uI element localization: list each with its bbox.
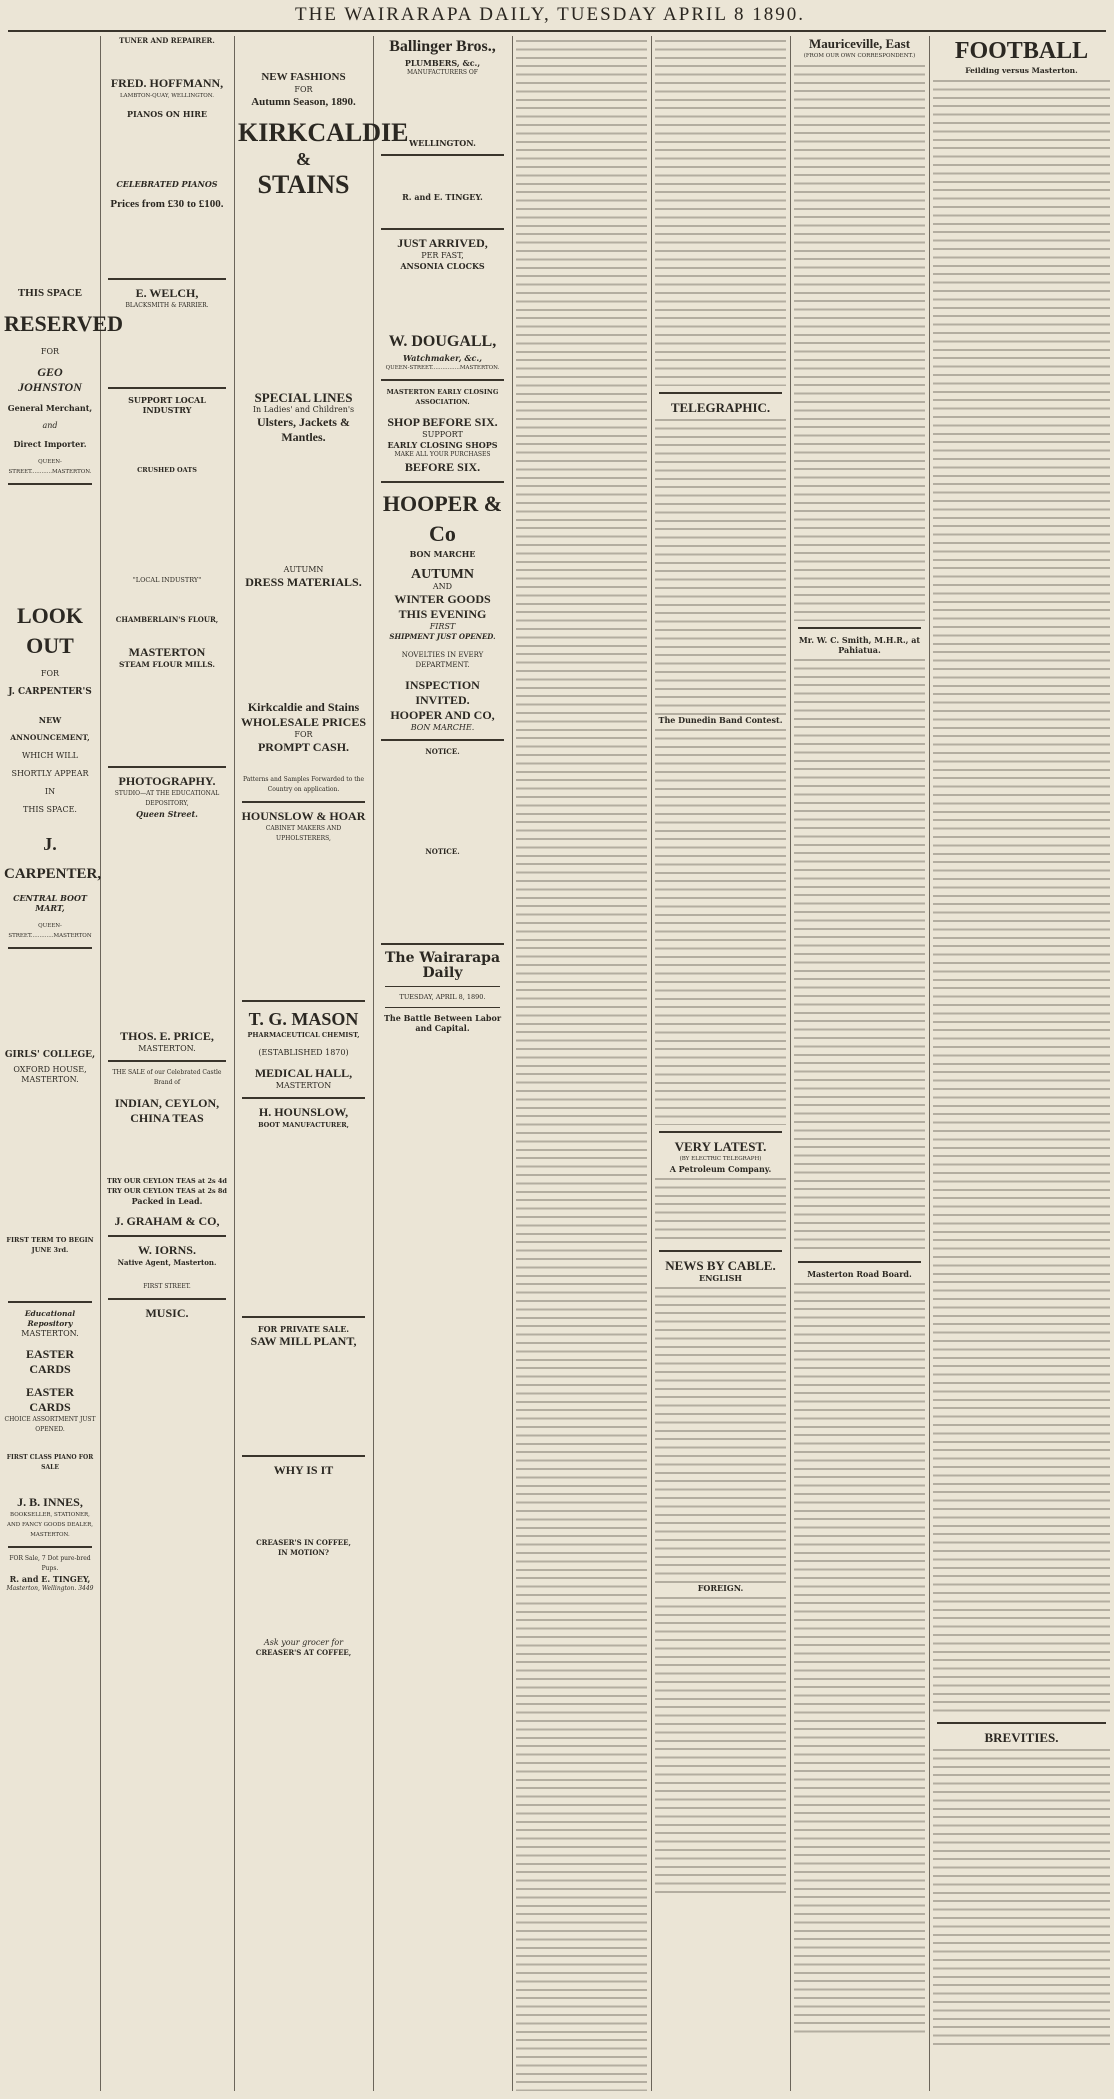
column-rule <box>512 36 513 2091</box>
johnston-name: GEO JOHNSTON <box>18 365 82 394</box>
johnston-address: QUEEN-STREET............MASTERTON. <box>8 459 92 475</box>
crushed-oats: CRUSHED OATS <box>137 466 197 474</box>
wholesale-prices: WHOLESALE PRICES <box>240 715 367 729</box>
ansonia-clocks: ANSONIA CLOCKS <box>400 261 485 271</box>
welch-trade: BLACKSMITH & FARRIER. <box>125 302 209 309</box>
pianos-on-hire: PIANOS ON HIRE <box>127 109 207 119</box>
early-closing-shops: EARLY CLOSING SHOPS <box>387 440 498 450</box>
column-1 <box>4 36 124 2091</box>
music-heading: MUSIC. <box>145 1306 189 1320</box>
support-heading: SUPPORT LOCAL INDUSTRY <box>128 395 206 415</box>
price-name: THOS. E. PRICE, <box>120 1029 214 1043</box>
h-hounslow: H. HOUNSLOW, <box>258 1105 349 1119</box>
iorns-address: FIRST STREET. <box>143 1283 191 1290</box>
paper-date: TUESDAY, APRIL 8, 1890. <box>399 993 486 1001</box>
medical-town: MASTERTON <box>275 1081 332 1090</box>
tingey-name: R. and E. TINGEY, <box>9 1574 91 1584</box>
local-industry-label: "LOCAL INDUSTRY" <box>132 576 202 584</box>
college-house: OXFORD HOUSE, <box>13 1065 87 1074</box>
this-space-label: THIS SPACE. <box>23 805 77 814</box>
masthead-rule <box>8 30 1106 32</box>
easter-cards-1: EASTER CARDS <box>25 1347 75 1376</box>
ballinger-town: WELLINGTON. <box>409 138 476 148</box>
graham-name: J. GRAHAM & CO, <box>114 1214 220 1228</box>
iorns-name: W. IORNS. <box>138 1243 196 1257</box>
importer-label: Direct Importer. <box>13 439 87 449</box>
in-motion: IN MOTION? <box>277 1548 330 1557</box>
innes-trade: BOOKSELLER, STATIONER, AND FANCY GOODS DEALER, MASTERTON. <box>7 1512 93 1538</box>
welch-name: E. WELCH, <box>135 286 199 300</box>
depository-heading: Educational Repository <box>24 1309 76 1328</box>
plumbers-label: PLUMBERS, &c., <box>404 58 481 68</box>
column-5 <box>516 36 647 2091</box>
petroleum-heading: A Petroleum Company. <box>669 1164 772 1174</box>
tuner-heading: TUNER AND REPAIRER. <box>119 36 215 45</box>
this-space-heading: THIS SPACE <box>17 287 83 299</box>
inspection-invited: INSPECTION INVITED. <box>405 678 480 707</box>
teas-sale: THE SALE of our Celebrated Castle Brand of <box>112 1069 222 1086</box>
j-initial: J. <box>43 834 57 854</box>
closing-association: MASTERTON EARLY CLOSING ASSOCIATION. <box>386 388 499 406</box>
chemist-label: PHARMACEUTICAL CHEMIST, <box>247 1031 360 1039</box>
ballinger-heading: Ballinger Bros., <box>389 38 496 55</box>
road-board-heading: Masterton Road Board. <box>807 1269 912 1279</box>
kirkcaldie-heading: KIRKCALDIE <box>238 118 409 147</box>
ladies-label: In Ladies' and Children's <box>252 405 355 414</box>
patterns-note: Patterns and Samples Forwarded to the Country on application. <box>242 776 365 793</box>
new-label: NEW <box>38 715 62 725</box>
foreign-heading: FOREIGN. <box>697 1583 744 1593</box>
why-is-it: WHY IS IT <box>273 1463 334 1477</box>
established-label: (ESTABLISHED 1870) <box>258 1048 349 1057</box>
dress-materials: DRESS MATERIALS. <box>245 575 362 589</box>
watchmaker: Watchmaker, &c., <box>402 353 482 363</box>
article-text-block <box>655 1283 786 1583</box>
masterton-label: MASTERTON <box>128 645 206 659</box>
first-label: FIRST <box>429 622 456 631</box>
hoffmann-address: LAMBTON-QUAY, WELLINGTON. <box>119 93 215 99</box>
studio-label: STUDIO—AT THE EDUCATIONAL DEPOSITORY, <box>114 790 220 807</box>
college-town: MASTERTON. <box>21 1075 79 1084</box>
try-ceylon-1: TRY OUR CEYLON TEAS at 2s 4d <box>107 1177 227 1185</box>
creasers-coffee-2: CREASER'S AT COFFEE, <box>255 1648 352 1657</box>
autumn-heading: AUTUMN <box>411 567 474 582</box>
china-teas: CHINA TEAS <box>130 1111 204 1125</box>
in-label: IN <box>44 787 56 796</box>
for-label: FOR <box>40 347 60 356</box>
article-text-block <box>516 36 647 2091</box>
ampersand: & <box>296 149 311 169</box>
this-evening: THIS EVENING <box>398 607 487 621</box>
tingey-address: Masterton, Wellington. 3449 <box>6 1585 94 1592</box>
shipment-opened: SHIPMENT JUST OPENED. <box>389 632 496 641</box>
prompt-cash: PROMPT CASH. <box>257 740 350 754</box>
chamberlain-flour: CHAMBERLAIN'S FLOUR, <box>115 615 219 624</box>
college-heading: GIRLS' COLLEGE, <box>4 1050 96 1060</box>
try-ceylon-2: TRY OUR CEYLON TEAS at 2s 8d <box>107 1187 227 1195</box>
article-text-block <box>794 655 925 1255</box>
brevities-heading: BREVITIES. <box>984 1730 1059 1745</box>
column-rule <box>234 36 235 2091</box>
shortly-appear-label: SHORTLY APPEAR <box>11 769 89 778</box>
private-sale: FOR PRIVATE SALE. <box>257 1324 350 1334</box>
hounslow-hoar: HOUNSLOW & HOAR <box>241 809 366 823</box>
article-text-block <box>933 76 1110 1716</box>
easter-cards-2: EASTER CARDS <box>25 1385 75 1414</box>
article-text-block <box>655 415 786 715</box>
hooper-and-co: HOOPER AND CO, <box>390 708 495 722</box>
column-rule <box>790 36 791 2091</box>
and-label: and <box>42 421 58 430</box>
support-label: SUPPORT <box>422 430 463 439</box>
fashions-for: FOR <box>294 85 313 94</box>
hooper-heading: HOOPER & Co <box>382 491 503 546</box>
column-2 <box>104 36 230 2091</box>
boot-mart-address: QUEEN-STREET.............MASTERTON <box>8 923 92 939</box>
manufacturers-label: MANUFACTURERS OF <box>407 69 478 76</box>
saw-mill: SAW MILL PLANT, <box>250 1334 357 1348</box>
first-term: FIRST TERM TO BEGIN JUNE 3rd. <box>6 1236 94 1254</box>
winter-goods: WINTER GOODS <box>394 592 491 606</box>
football-heading: FOOTBALL <box>954 38 1089 64</box>
column-8 <box>933 36 1110 2091</box>
dunedin-heading: The Dunedin Band Contest. <box>658 715 783 725</box>
autumn-season: Autumn Season, 1890. <box>251 96 356 108</box>
column-rule <box>373 36 374 2091</box>
article-text-block <box>794 61 925 621</box>
column-6 <box>655 36 786 2091</box>
just-arrived: JUST ARRIVED, <box>397 236 488 250</box>
article-text-block <box>655 1593 786 1893</box>
medical-hall: MEDICAL HALL, <box>254 1066 353 1080</box>
before-six: BEFORE SIX. <box>404 460 481 474</box>
reserved-heading: RESERVED <box>4 311 124 336</box>
carpenters-label: J. CARPENTER'S <box>8 687 92 697</box>
bon-marche: BON MARCHE <box>409 549 476 559</box>
ask-grocer: Ask your grocer for <box>263 1638 344 1647</box>
column-rule <box>651 36 652 2091</box>
article-text-block <box>933 1745 1110 2045</box>
choice-assortment: CHOICE ASSORTMENT JUST OPENED. <box>4 1416 96 1433</box>
paper-name: The Wairarapa Daily <box>384 950 501 981</box>
price-town: MASTERTON. <box>138 1044 196 1053</box>
ulsters-label: Ulsters, Jackets & Mantles. <box>257 415 350 444</box>
merchant-label: General Merchant, <box>7 403 93 413</box>
column-3 <box>238 36 409 2091</box>
article-text-block <box>655 725 786 1125</box>
look-out-heading: LOOK OUT <box>16 603 83 658</box>
bon-marche-2: BON MARCHE. <box>410 723 475 732</box>
carpenter-name: CARPENTER, <box>4 866 102 882</box>
tingey-ad: R. and E. TINGEY. <box>402 192 483 202</box>
battle-heading: The Battle Between Labor and Capital. <box>383 1013 502 1033</box>
english-heading: ENGLISH <box>699 1273 742 1283</box>
kirkcaldie-stains: Kirkcaldie and Stains <box>247 700 360 714</box>
boot-mart: CENTRAL BOOT MART, <box>13 893 87 913</box>
cabinet-makers: CABINET MAKERS AND UPHOLSTERERS, <box>265 825 342 842</box>
column-7 <box>794 36 925 2091</box>
iorns-agent: Native Agent, Masterton. <box>117 1258 217 1267</box>
queen-street: Queen Street. <box>136 809 198 819</box>
article-text-block <box>655 1174 786 1244</box>
indian-ceylon: INDIAN, CEYLON, <box>114 1096 220 1110</box>
news-by-cable: NEWS BY CABLE. <box>665 1258 776 1273</box>
make-purchases: MAKE ALL YOUR PURCHASES <box>394 451 491 458</box>
photography-heading: PHOTOGRAPHY. <box>118 774 216 788</box>
hoffmann-name: FRED. HOFFMANN, <box>110 76 224 90</box>
column-rule <box>100 36 101 2091</box>
novelties-label: NOVELTIES IN EVERY DEPARTMENT. <box>401 651 484 669</box>
correspondent-label: (FROM OUR OWN CORRESPONDENT.) <box>803 53 916 59</box>
article-text-block <box>655 36 786 386</box>
notice-2: NOTICE. <box>425 847 460 856</box>
piano-sale: FIRST CLASS PIANO FOR SALE <box>6 1454 94 1471</box>
autumn-label: AUTUMN <box>283 565 324 574</box>
flour-mills: STEAM FLOUR MILLS. <box>118 660 216 669</box>
new-fashions: NEW FASHIONS <box>261 71 346 83</box>
telegraphic-heading: TELEGRAPHIC. <box>670 400 771 415</box>
and-label: AND <box>432 582 453 591</box>
per-fast: PER FAST, <box>421 251 464 260</box>
notice-1: NOTICE. <box>425 747 460 756</box>
innes-name: J. B. INNES, <box>17 1495 83 1509</box>
special-lines: SPECIAL LINES <box>254 390 353 405</box>
wholesale-for: FOR <box>294 730 313 739</box>
dougall-address: QUEEN-STREET................MASTERTON. <box>385 365 500 371</box>
mason-name: T. G. MASON <box>248 1009 359 1029</box>
shop-before-six: SHOP BEFORE SIX. <box>387 415 498 429</box>
mauriceville-heading: Mauriceville, East <box>808 36 911 51</box>
column-4 <box>377 36 508 2091</box>
depository-town: MASTERTON. <box>21 1329 79 1338</box>
packed-lead: Packed in Lead. <box>131 1196 203 1206</box>
masthead: THE WAIRARAPA DAILY, TUESDAY APRIL 8 1890. <box>294 4 805 25</box>
pups-sale: FOR Sale, 7 Dot pure-bred Pups. <box>9 1555 91 1572</box>
smith-heading: Mr. W. C. Smith, M.H.R., at Pahiatua. <box>798 635 921 655</box>
column-rule <box>929 36 930 2091</box>
by-telegraph: (BY ELECTRIC TELEGRAPH) <box>679 1156 762 1162</box>
very-latest: VERY LATEST. <box>674 1139 767 1154</box>
announcement-label: ANNOUNCEMENT, <box>10 733 90 742</box>
stains-heading: STAINS <box>257 170 350 199</box>
celebrated-pianos: CELEBRATED PIANOS <box>116 179 218 189</box>
feilding-vs-masterton: Feilding versus Masterton. <box>965 66 1078 75</box>
for-label-2: FOR <box>40 669 60 678</box>
piano-prices: Prices from £30 to £100. <box>110 198 224 210</box>
article-text-block <box>794 1279 925 2039</box>
dougall-name: W. DOUGALL, <box>388 333 497 350</box>
boot-manufacturer: BOOT MANUFACTURER, <box>258 1121 349 1129</box>
which-will-label: WHICH WILL <box>21 751 78 760</box>
creasers-coffee: CREASER'S IN COFFEE, <box>256 1538 351 1547</box>
